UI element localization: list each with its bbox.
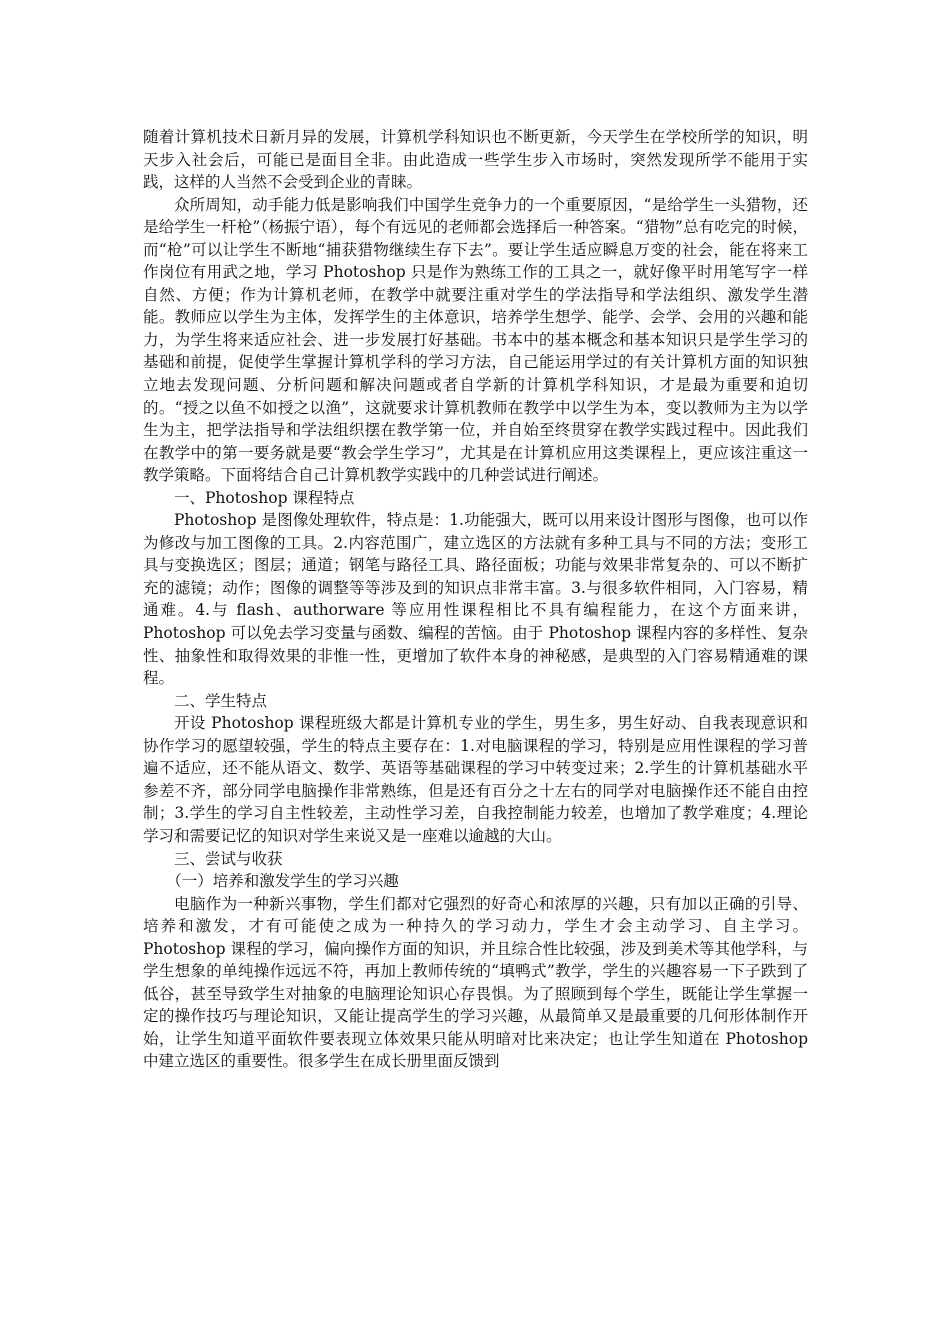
subsection-1-text: 电脑作为一种新兴事物，学生们都对它强烈的好奇心和浓厚的兴趣，只有加以正确的引导、培养和激发，才有可能使之成为一种持久的学习动力，学生才会主动学习、自主学习。Photoshop 课程的学习，偏向操作方面的知识，并且综合性比较强，涉及到美术等其他学科，与学生想象的单纯操作远远不符，再加上教师传统的“填鸭式”教学，学生的兴趣容易一下子跌到了低谷，甚至导致学生对抽象的电脑理论知识心存畏惧。为了照顾到每个学生，既能让学生掌握一定的操作技巧与理论知识，又能让提高学生的学习兴趣，从最简单又是最重要的几何形体制作开始，让学生知道平面软件要表现立体效果只能从明暗对比来决定；也让学生知道在 Photoshop 中建立选区的重要性。很多学生在成长册里面反馈到 <box>143 894 808 1071</box>
section-1-text: Photoshop 是图像处理软件，特点是：1.功能强大，既可以用来设计图形与图像，也可以作为修改与加工图像的工具。2.内容范围广，建立选区的方法就有多种工具与不同的方法；变形工具与变换选区；图层；通道；钢笔与路径工具、路径面板；功能与效果非常复杂的、可以不断扩充的滤镜；动作；图像的调整等等涉及到的知识点非常丰富。3.与很多软件相同，入门容易，精通难。4.与 flash、authorware 等应用性课程相比不具有编程能力，在这个方面来讲，Photoshop 可以免去学习变量与函数、编程的苦恼。由于 Photoshop 课程内容的多样性、复杂性、抽象性和取得效果的非惟一性，更增加了软件本身的神秘感，是典型的入门容易精通难的课程。 <box>143 511 808 688</box>
section-1-heading: 一、Photoshop 课程特点 <box>174 488 355 507</box>
section-3-heading: 三、尝试与收获 <box>174 849 283 868</box>
document-page <box>143 126 808 1073</box>
section-2-text: 开设 Photoshop 课程班级大都是计算机专业的学生，男生多，男生好动、自我表现意识和协作学习的愿望较强，学生的特点主要存在：1.对电脑课程的学习，特别是应用性课程的学习普遍不适应，还不能从语文、数学、英语等基础课程的学习中转变过来；2.学生的计算机基础水平参差不齐，部分同学电脑操作非常熟练，但是还有百分之十左右的同学对电脑操作还不能自由控制；3.学生的学习自主性较差，主动性学习差，自我控制能力较差，也增加了教学难度；4.理论学习和需要记忆的知识对学生来说又是一座难以逾越的大山。 <box>143 714 808 845</box>
intro-paragraph: 随着计算机技术日新月异的发展，计算机学科知识也不断更新，今天学生在学校所学的知识，明天步入社会后，可能已是面目全非。由此造成一些学生步入市场时，突然发现所学不能用于实践，这样的人当然不会受到企业的青睐。 <box>143 128 808 192</box>
paragraph-teaching-philosophy: 众所周知，动手能力低是影响我们中国学生竞争力的一个重要原因，“是给学生一头猎物，还是给学生一杆枪”（杨振宁语），每个有远见的老师都会选择后一种答案。“猎物”总有吃完的时候，而“枪”可以让学生不断地“捕获猎物继续生存下去”。要让学生适应瞬息万变的社会，能在将来工作岗位有用武之地，学习 Photoshop 只是作为熟练工作的工具之一，就好像平时用笔写字一样自然、方便；作为计算机老师，在教学中就要注重对学生的学法指导和学法组织、激发学生潜能。教师应以学生为主体，发挥学生的主体意识，培养学生想学、能学、会学、会用的兴趣和能力，为学生将来适应社会、进一步发展打好基础。书本中的基本概念和基本知识只是学生学习的基础和前提，促使学生掌握计算机学科的学习方法，自己能运用学过的有关计算机方面的知识独立地去发现问题、分析问题和解决问题或者自学新的计算机学科知识，才是最为重要和迫切的。“授之以鱼不如授之以渔”，这就要求计算机教师在教学中以学生为本，变以教师为主为以学生为主，把学法指导和学法组织摆在教学第一位，并自始至终贯穿在教学实践过程中。因此我们在教学中的第一要务就是要“教会学生学习”，尤其是在计算机应用这类课程上，更应该注重这一教学策略。下面将结合自己计算机教学实践中的几种尝试进行阐述。 <box>143 195 808 485</box>
section-2-heading: 二、学生特点 <box>174 691 268 710</box>
subsection-1-heading: （一）培养和激发学生的学习兴趣 <box>166 872 399 891</box>
